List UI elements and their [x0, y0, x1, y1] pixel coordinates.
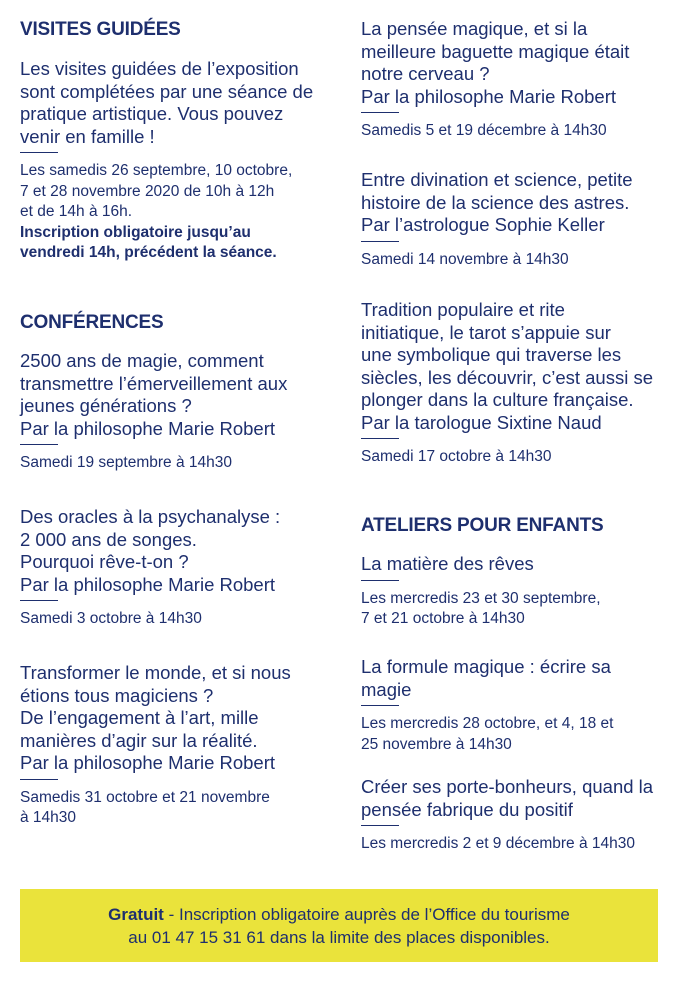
conference-date: Samedi 3 octobre à 14h30	[20, 610, 202, 627]
conference-title-line: 2500 ans de magie, comment	[20, 350, 264, 371]
visites-lead-line: venir en famille !	[20, 125, 155, 147]
divider	[361, 438, 399, 439]
banner-free-label: Gratuit	[108, 904, 164, 924]
conference-date: Samedi 14 novembre à 14h30	[361, 250, 569, 268]
divider	[361, 825, 399, 826]
conference-title-line: histoire de la science des astres.	[361, 191, 630, 213]
conference-title-line: Tradition populaire et rite	[361, 299, 565, 320]
ateliers-heading: ATELIERS POUR ENFANTS	[361, 515, 604, 536]
conference-speaker: Par la philosophe Marie Robert	[361, 85, 617, 107]
conference-title-line: jeunes générations ?	[20, 395, 192, 416]
atelier-item	[361, 776, 666, 855]
conference-title-line: Entre divination et science, petite	[361, 169, 633, 190]
conference-item	[361, 18, 666, 142]
conference-title-line: La pensée magique, et si la	[361, 18, 588, 39]
conference-date: Samedi 17 octobre à 14h30	[361, 448, 552, 465]
conference-item	[20, 506, 325, 630]
conference-title-line: notre cerveau ?	[361, 63, 490, 84]
visites-lead	[20, 58, 325, 264]
conference-title-line: De l’engagement à l’art, mille	[20, 707, 259, 728]
atelier-date: Les mercredis 23 et 30 septembre,	[361, 589, 601, 607]
banner-line-1	[108, 903, 570, 926]
visites-section	[20, 18, 181, 41]
conference-title-line: siècles, les découvrir, c’est aussi se	[361, 366, 654, 388]
visites-lead-line: Les visites guidées de l’exposition	[20, 58, 299, 79]
visites-lead-line: sont complétées par une séance de	[20, 80, 314, 102]
conference-title-line: transmettre l’émerveillement aux	[20, 372, 288, 394]
divider	[361, 112, 399, 113]
conference-title-line: Des oracles à la psychanalyse :	[20, 506, 281, 527]
atelier-title: Créer ses porte-bonheurs, quand la	[361, 776, 654, 797]
divider	[361, 580, 399, 581]
atelier-title: La formule magique : écrire sa	[361, 656, 611, 677]
conference-date: Samedis 5 et 19 décembre à 14h30	[361, 122, 607, 139]
visites-note-line: vendredi 14h, précédent la séance.	[20, 244, 277, 261]
conference-title-line: étions tous magiciens ?	[20, 684, 214, 706]
conferences-heading: CONFÉRENCES	[20, 312, 164, 333]
conference-speaker: Par la tarologue Sixtine Naud	[361, 411, 602, 433]
conference-date: Samedi 19 septembre à 14h30	[20, 454, 232, 471]
conference-title-line: une symbolique qui traverse les	[361, 344, 622, 365]
conference-speaker: Par la philosophe Marie Robert	[20, 417, 276, 439]
info-banner	[20, 889, 658, 962]
atelier-title: magie	[361, 678, 412, 700]
conference-title-line: Transformer le monde, et si nous	[20, 662, 291, 683]
conference-speaker: Par la philosophe Marie Robert	[20, 573, 276, 595]
atelier-item	[361, 553, 666, 630]
divider	[20, 152, 58, 153]
conference-title-line: 2 000 ans de songes.	[20, 528, 197, 550]
conference-title-line: manières d’agir sur la réalité.	[20, 729, 258, 751]
atelier-title: pensée fabrique du positif	[361, 798, 573, 820]
visites-heading: VISITES GUIDÉES	[20, 19, 181, 40]
conference-item	[361, 299, 666, 468]
conference-item	[20, 662, 325, 829]
conference-item	[361, 169, 666, 270]
divider	[20, 600, 58, 601]
divider	[20, 779, 58, 780]
divider	[361, 241, 399, 242]
conference-title-line: Pourquoi rêve-t-on ?	[20, 551, 189, 572]
banner-line-2: au 01 47 15 31 61 dans la limite des places disponibles.	[128, 927, 550, 947]
banner-text: - Inscription obligatoire auprès de l’Office du tourisme	[163, 904, 570, 924]
divider	[20, 444, 58, 445]
atelier-date: 7 et 21 octobre à 14h30	[361, 610, 525, 627]
visites-lead-line: pratique artistique. Vous pouvez	[20, 103, 284, 124]
conference-title-line: meilleure baguette magique était	[361, 40, 630, 62]
visites-note-line: Inscription obligatoire jusqu’au	[20, 223, 251, 241]
ateliers-section	[361, 514, 603, 537]
conference-title-line: plonger dans la culture française.	[361, 389, 634, 410]
conferences-section	[20, 311, 163, 334]
visites-dates-line: 7 et 28 novembre 2020 de 10h à 12h	[20, 182, 275, 200]
atelier-date: Les mercredis 28 octobre, et 4, 18 et	[361, 715, 614, 732]
visites-dates-line: et de 14h à 16h.	[20, 203, 133, 220]
visites-dates-line: Les samedis 26 septembre, 10 octobre,	[20, 162, 293, 179]
conference-speaker: Par la philosophe Marie Robert	[20, 752, 276, 773]
atelier-title: La matière des rêves	[361, 553, 534, 574]
divider	[361, 705, 399, 706]
atelier-date: 25 novembre à 14h30	[361, 735, 512, 753]
atelier-item	[361, 656, 666, 755]
conference-title-line: initiatique, le tarot s’appuie sur	[361, 321, 611, 343]
conference-item	[20, 350, 325, 474]
conference-speaker: Par l’astrologue Sophie Keller	[361, 214, 605, 235]
conference-date: à 14h30	[20, 809, 77, 826]
conference-date: Samedis 31 octobre et 21 novembre	[20, 788, 270, 806]
atelier-date: Les mercredis 2 et 9 décembre à 14h30	[361, 835, 635, 852]
